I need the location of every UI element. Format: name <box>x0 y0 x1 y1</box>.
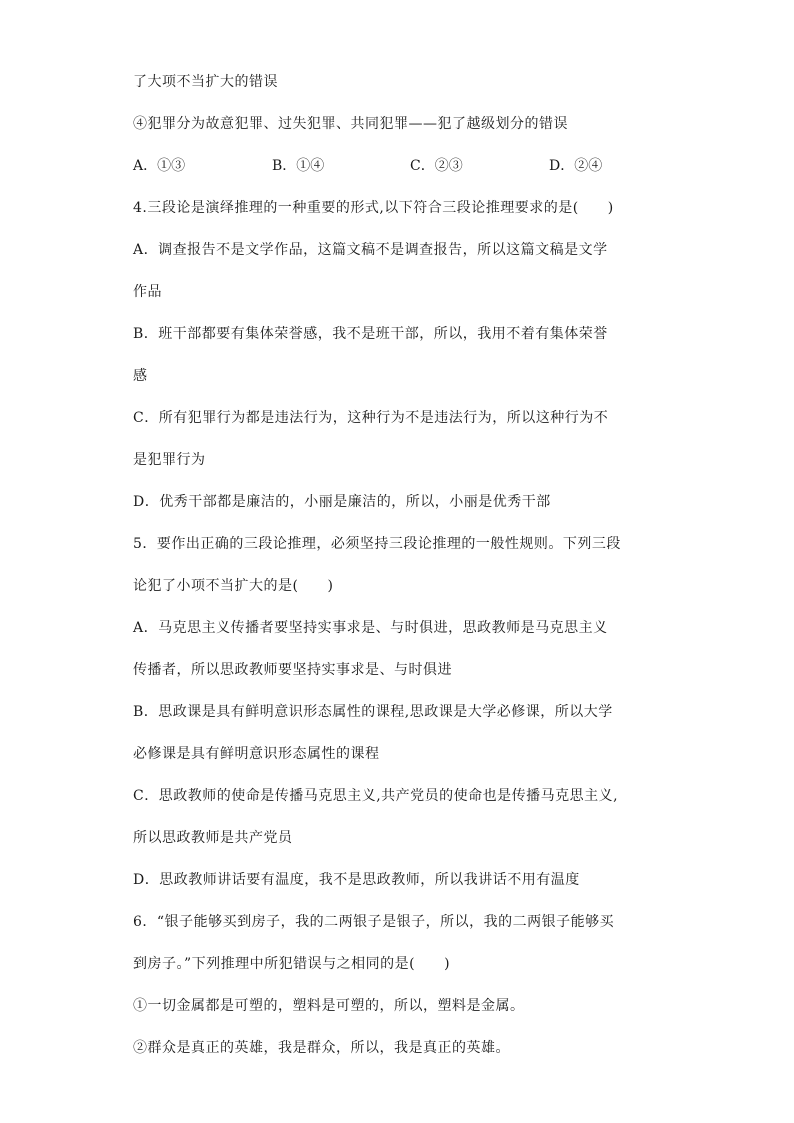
q5-option-a-cont: 传播者，所以思政教师要坚持实事求是、与时俱进 <box>133 662 452 678</box>
option-d: D．②④ <box>549 158 603 174</box>
q5-option-d: D．思政教师讲话要有温度，我不是思政教师，所以我讲话不用有温度 <box>133 872 580 888</box>
q5-option-b: B．思政课是具有鲜明意识形态属性的课程,思政课是大学必修课，所以大学 <box>133 704 613 720</box>
question-6-stem-cont: 到房子。”下列推理中所犯错误与之相同的是( ) <box>133 956 451 972</box>
q4-option-a: A．调查报告不是文学作品，这篇文稿不是调查报告，所以这篇文稿是文学 <box>133 242 608 258</box>
q4-option-b: B．班干部都要有集体荣誉感，我不是班干部，所以，我用不着有集体荣誉 <box>133 326 608 342</box>
q4-option-a-cont: 作品 <box>133 284 162 300</box>
question-4-stem: 4.三段论是演绎推理的一种重要的形式,以下符合三段论推理要求的是( ) <box>133 200 614 216</box>
q5-option-c-cont: 所以思政教师是共产党员 <box>133 830 293 846</box>
question-6-stem: 6．“银子能够买到房子，我的二两银子是银子，所以，我的二两银子能够买 <box>133 914 615 930</box>
q6-statement-1: ①一切金属都是可塑的，塑料是可塑的，所以，塑料是金属。 <box>133 998 525 1014</box>
option-a: A．①③ <box>133 158 186 174</box>
q5-option-a: A．马克思主义传播者要坚持实事求是、与时俱进，思政教师是马克思主义 <box>133 620 608 636</box>
q4-option-c: C．所有犯罪行为都是违法行为，这种行为不是违法行为，所以这种行为不 <box>133 410 609 426</box>
text-line-1: 了大项不当扩大的错误 <box>133 74 278 90</box>
option-c: C．②③ <box>410 158 463 174</box>
q5-option-c: C．思政教师的使命是传播马克思主义,共产党员的使命也是传播马克思主义, <box>133 788 619 804</box>
q4-option-b-cont: 感 <box>133 368 148 384</box>
q6-statement-2: ②群众是真正的英雄，我是群众，所以，我是真正的英雄。 <box>133 1040 510 1056</box>
q4-option-c-cont: 是犯罪行为 <box>133 452 206 468</box>
question-5-stem-cont: 论犯了小项不当扩大的是( ) <box>133 578 334 594</box>
question-5-stem: 5．要作出正确的三段论推理，必须坚持三段论推理的一般性规则。下列三段 <box>133 536 621 552</box>
q5-option-b-cont: 必修课是具有鲜明意识形态属性的课程 <box>133 746 380 762</box>
answer-options-q3 <box>133 156 653 176</box>
q4-option-d: D．优秀干部都是廉洁的，小丽是廉洁的，所以，小丽是优秀干部 <box>133 494 551 510</box>
text-line-2: ④犯罪分为故意犯罪、过失犯罪、共同犯罪——犯了越级划分的错误 <box>133 116 568 132</box>
option-b: B．①④ <box>272 158 325 174</box>
